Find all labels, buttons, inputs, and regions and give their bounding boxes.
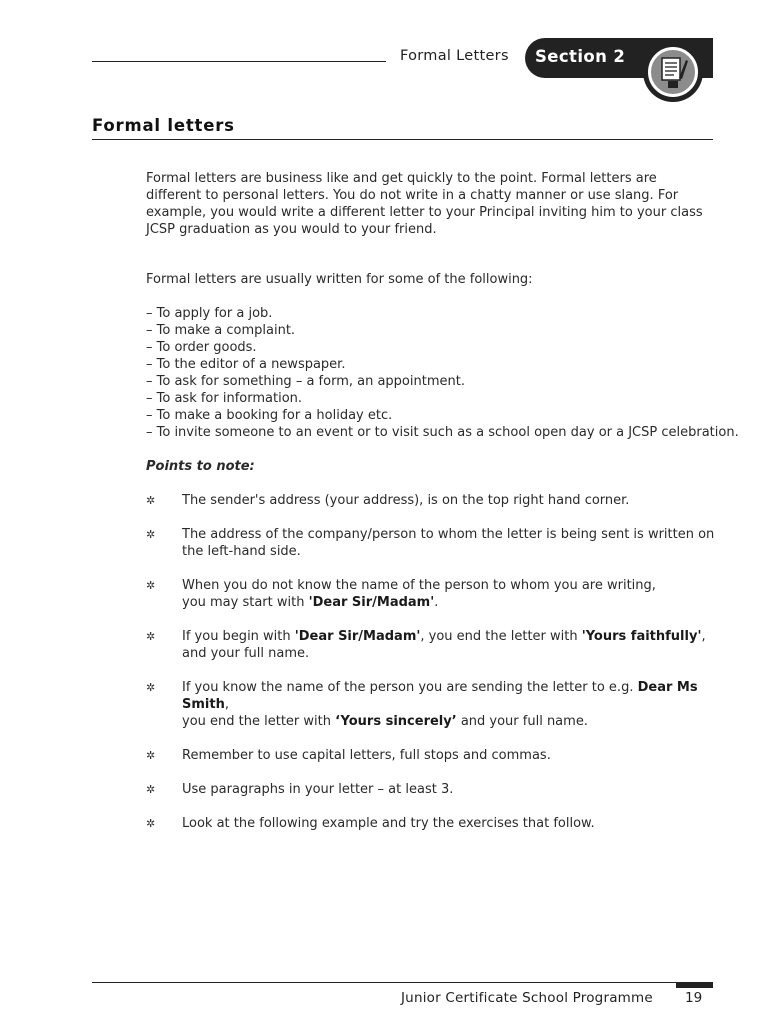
list-item: ✲ When you do not know the name of the person to whom you are writing, you may start with 'Dear Sir/Madam'. (146, 578, 656, 610)
list-item: – To invite someone to an event or to visit such as a school open day or a JCSP celebration. (146, 425, 739, 440)
letter-writing-icon (648, 47, 698, 97)
bullet-icon: ✲ (146, 494, 156, 507)
page-number: 19 (685, 990, 703, 1006)
uses-intro: Formal letters are usually written for some of the following: (146, 272, 533, 287)
bullet-icon: ✲ (146, 749, 156, 762)
list-item: – To apply for a job. (146, 306, 273, 321)
list-item: – To order goods. (146, 340, 257, 355)
uses-list (146, 305, 739, 441)
list-item: ✲ Remember to use capital letters, full stops and commas. (146, 748, 551, 763)
points-list (146, 492, 716, 832)
bullet-icon: ✲ (146, 783, 156, 796)
footer-block (676, 982, 713, 988)
footer-rule (92, 982, 713, 983)
title-rule (92, 139, 713, 140)
list-item: – To ask for information. (146, 391, 303, 406)
list-item: ✲ If you know the name of the person you are sending the letter to e.g. Dear Ms Smith, you end the letter with ‘Yours sincerely’ and your full name. (146, 680, 698, 729)
running-header: Formal Letters (400, 48, 509, 64)
section-tab-label: Section 2 (535, 47, 626, 66)
intro-paragraph: Formal letters are business like and get quickly to the point. Formal letters are different to personal letters. You do not write in a chatty manner or use slang. For example, you would write a different letter to your Principal inviting him to your class JCSP graduation as you would to your friend. (146, 171, 703, 237)
list-item: ✲ If you begin with 'Dear Sir/Madam', you end the letter with 'Yours faithfully', and your full name. (146, 629, 706, 661)
list-item: ✲ The sender's address (your address), is on the top right hand corner. (146, 493, 630, 508)
bullet-icon: ✲ (146, 817, 156, 830)
header-rule (92, 61, 386, 62)
bullet-icon: ✲ (146, 528, 156, 541)
bullet-icon: ✲ (146, 579, 156, 592)
list-item: – To the editor of a newspaper. (146, 357, 346, 372)
points-heading: Points to note: (146, 459, 255, 474)
list-item: – To make a complaint. (146, 323, 296, 338)
page-title: Formal letters (92, 116, 235, 135)
footer-programme: Junior Certificate School Programme (401, 990, 653, 1006)
list-item: ✲ Look at the following example and try the exercises that follow. (146, 816, 595, 831)
list-item: ✲ Use paragraphs in your letter – at least 3. (146, 782, 454, 797)
list-item: ✲ The address of the company/person to whom the letter is being sent is written on the left-hand side. (146, 527, 715, 559)
body-content (146, 170, 739, 849)
bullet-icon: ✲ (146, 681, 156, 694)
bullet-icon: ✲ (146, 630, 156, 643)
list-item: – To make a booking for a holiday etc. (146, 408, 393, 423)
list-item: – To ask for something – a form, an appointment. (146, 374, 465, 389)
